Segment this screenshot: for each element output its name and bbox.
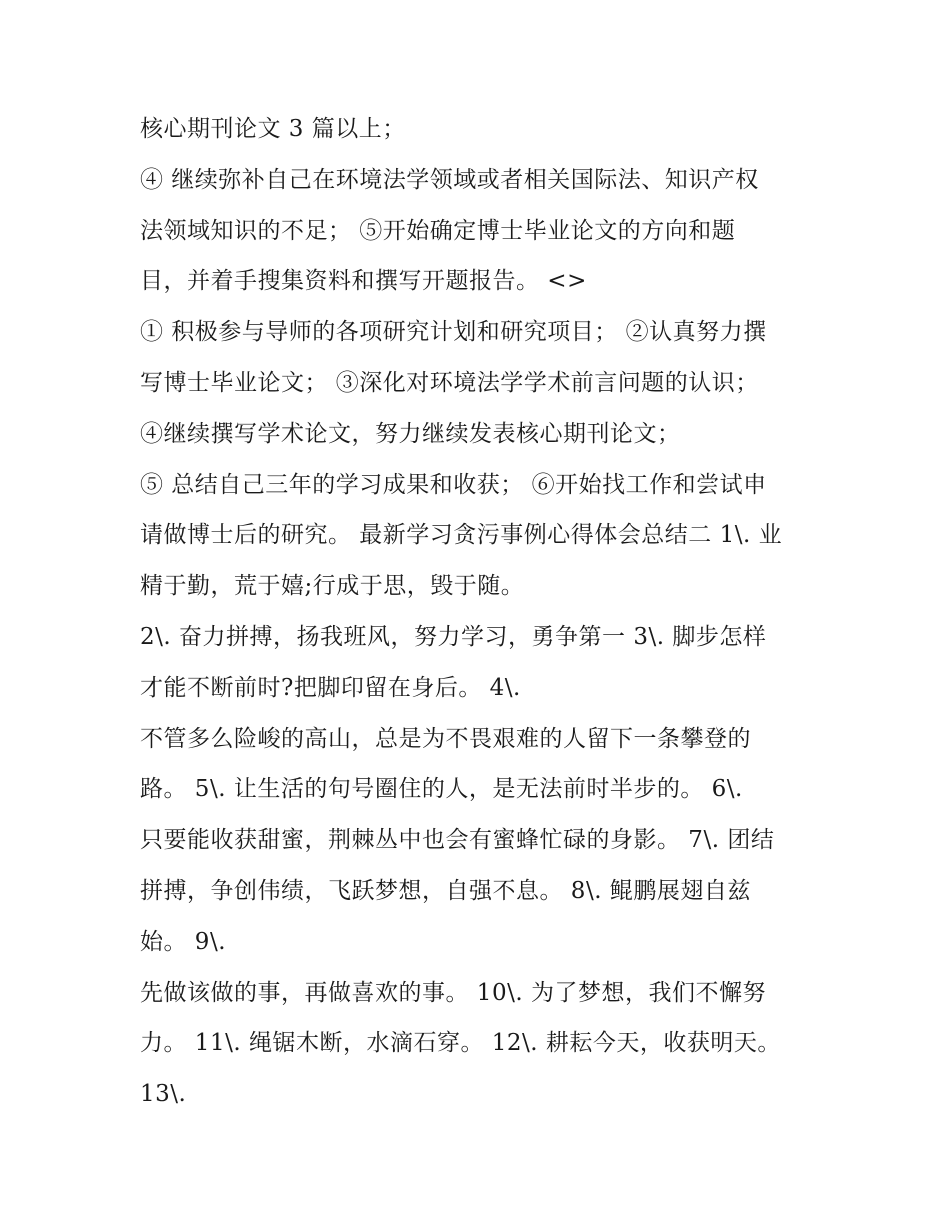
text-line: 路。 5\. 让生活的句号圈住的人，是无法前时半步的。 6\. [140, 776, 743, 803]
text-line: 拼搏，争创伟绩，飞跃梦想，自强不息。 8\. 鲲鹏展翅自兹 [140, 877, 751, 904]
text-line: 核心期刊论文 3 篇以上； [140, 116, 406, 142]
text-line: 法领域知识的不足； ⑤开始确定博士毕业论文的方向和题 [140, 217, 736, 244]
text-line: ④ 继续弥补自己在环境法学领域或者相关国际法、知识产权 [140, 166, 759, 193]
text-line: ① 积极参与导师的各项研究计划和研究项目； ②认真努力撰 [140, 319, 767, 346]
text-line: 只要能收获甜蜜，荆棘丛中也会有蜜蜂忙碌的身影。 7\. 团结 [140, 827, 775, 854]
text-line: ⑤ 总结自己三年的学习成果和收获； ⑥开始找工作和尝试申 [140, 471, 767, 498]
text-line: 不管多么险峻的高山，总是为不畏艰难的人留下一条攀登的 [140, 725, 751, 752]
text-line: 2\. 奋力拼搏，扬我班风，努力学习，勇争第一 3\. 脚步怎样 [140, 623, 767, 650]
text-line: ④继续撰写学术论文，努力继续发表核心期刊论文； [140, 420, 681, 447]
body-text [140, 104, 830, 1120]
text-line: 才能不断前时?把脚印留在身后。 4\. [140, 674, 521, 701]
text-line: 目，并着手搜集资料和撰写开题报告。 <> [140, 268, 587, 295]
text-line: 精于勤，荒于嬉;行成于思，毁于随。 [140, 573, 525, 600]
text-line: 先做该做的事，再做喜欢的事。 10\. 为了梦想，我们不懈努 [140, 979, 766, 1006]
text-line: 始。 9\. [140, 928, 227, 955]
text-line: 13\. [140, 1081, 187, 1108]
text-line: 请做博士后的研究。 最新学习贪污事例心得体会总结二 1\. 业 [140, 522, 783, 549]
text-line: 力。 11\. 绳锯木断，水滴石穿。 12\. 耕耘今天，收获明天。 [140, 1030, 781, 1057]
text-line: 写博士毕业论文； ③深化对环境法学学术前言问题的认识； [140, 369, 759, 396]
